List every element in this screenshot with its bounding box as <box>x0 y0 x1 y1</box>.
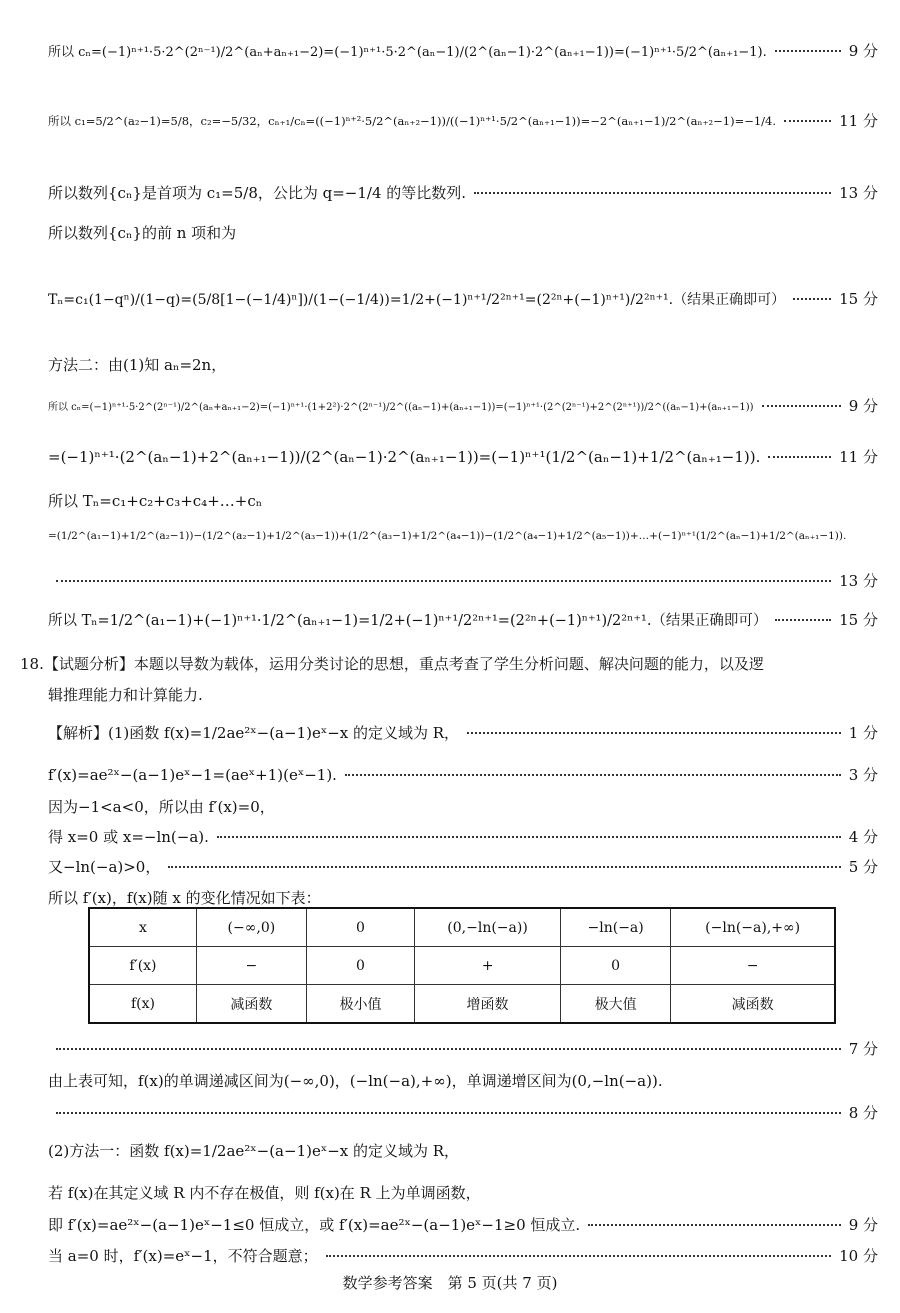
table-cell: − <box>196 947 306 985</box>
score-label: 15 分 <box>839 290 878 308</box>
table-cell: f′(x) <box>89 947 196 985</box>
line-text: 【解析】(1)函数 f(x)=1/2ae²ˣ−(a−1)eˣ−x 的定义域为 R， <box>48 724 460 742</box>
answer-line <box>48 796 878 817</box>
leader-dots <box>168 866 840 868</box>
answer-line <box>48 570 878 591</box>
score-label: 11 分 <box>839 448 878 466</box>
line-text: 方法二：由(1)知 aₙ=2n， <box>48 356 227 374</box>
line-text: 由上表可知，f(x)的单调递减区间为(−∞,0)，(−ln(−a),+∞)，单调递增区间为(0,−ln(−a)). <box>48 1072 663 1090</box>
table-cell: 极小值 <box>306 985 414 1024</box>
answer-line <box>48 110 878 131</box>
table-row <box>89 985 835 1024</box>
leader-dots <box>775 50 841 52</box>
table-cell: f(x) <box>89 985 196 1024</box>
line-text: 所以 f′(x)，f(x)随 x 的变化情况如下表： <box>48 889 321 907</box>
line-text: 又−ln(−a)>0， <box>48 858 161 876</box>
table-cell: 极大值 <box>560 985 670 1024</box>
score-label: 1 分 <box>848 724 878 742</box>
table-cell: 减函数 <box>671 985 835 1024</box>
leader-dots <box>56 580 831 582</box>
answer-line <box>48 395 878 416</box>
table-cell: 减函数 <box>196 985 306 1024</box>
answer-line <box>48 530 878 542</box>
table-cell: − <box>671 947 835 985</box>
score-label: 13 分 <box>839 184 878 202</box>
table-cell: + <box>415 947 561 985</box>
answer-line <box>48 446 878 467</box>
table-cell: 增函数 <box>415 985 561 1024</box>
line-text: 当 a=0 时，f′(x)=eˣ−1，不符合题意； <box>48 1247 318 1265</box>
leader-dots <box>217 836 841 838</box>
table-cell: 0 <box>560 947 670 985</box>
line-text: 即 f′(x)=ae²ˣ−(a−1)eˣ−1≤0 恒成立，或 f′(x)=ae²ˣ−(a−1)eˣ−1≥0 恒成立. <box>48 1216 581 1234</box>
answer-line <box>48 182 878 203</box>
table-cell: (0,−ln(−a)) <box>415 908 561 947</box>
answer-line <box>48 609 878 630</box>
leader-dots <box>56 1112 841 1114</box>
score-label: 15 分 <box>839 611 878 629</box>
leader-dots <box>793 298 831 300</box>
answer-line <box>48 1070 878 1091</box>
score-label: 9 分 <box>848 42 878 60</box>
answer-line <box>48 826 878 847</box>
answer-line <box>48 222 878 243</box>
leader-dots <box>467 732 841 734</box>
table-row <box>89 908 835 947</box>
answer-line <box>48 684 878 705</box>
answer-line <box>48 354 878 375</box>
answer-line <box>48 1140 878 1161</box>
line-text: 所以 cₙ=(−1)ⁿ⁺¹·5·2^(2ⁿ⁻¹)/2^(aₙ+aₙ₊₁−2)=(−1)ⁿ⁺¹·(1+2²)·2^(2ⁿ⁻¹)/2^((aₙ−1)+(aₙ₊₁−1))=(−1)ⁿ⁺¹·(2^(2ⁿ⁻¹)+2^(2ⁿ⁺¹))/2^((aₙ−1)+(aₙ₊₁−1)) <box>48 402 754 413</box>
leader-dots <box>775 619 831 621</box>
score-label: 8 分 <box>848 1104 878 1122</box>
table-row <box>89 947 835 985</box>
line-text: f′(x)=ae²ˣ−(a−1)eˣ−1=(aeˣ+1)(eˣ−1). <box>48 765 337 784</box>
line-text: 所以 Tₙ=c₁+c₂+c₃+c₄+…+cₙ <box>48 492 263 510</box>
answer-line <box>48 1245 878 1266</box>
answer-line <box>48 1038 878 1059</box>
score-label: 3 分 <box>848 766 878 784</box>
answer-line <box>48 288 878 309</box>
line-text: 所以 cₙ=(−1)ⁿ⁺¹·5·2^(2ⁿ⁻¹)/2^(aₙ+aₙ₊₁−2)=(−1)ⁿ⁺¹·5·2^(aₙ−1)/(2^(aₙ−1)·2^(aₙ₊₁−1))=(−1)ⁿ⁺¹·5/2^(aₙ₊₁−1). <box>48 45 767 60</box>
score-label: 11 分 <box>839 112 878 130</box>
leader-dots <box>345 774 841 776</box>
table-cell: 0 <box>306 947 414 985</box>
leader-dots <box>474 192 831 194</box>
table-cell: −ln(−a) <box>560 908 670 947</box>
table-cell: 0 <box>306 908 414 947</box>
line-text: 得 x=0 或 x=−ln(−a). <box>48 828 209 846</box>
line-text: Tₙ=c₁(1−qⁿ)/(1−q)=(5/8[1−(−1/4)ⁿ])/(1−(−1/4))=1/2+(−1)ⁿ⁺¹/2²ⁿ⁺¹=(2²ⁿ+(−1)ⁿ⁺¹)/2²ⁿ⁺¹.（结果正确即可） <box>48 291 786 308</box>
variation-table <box>88 907 836 1024</box>
answer-line <box>48 1102 878 1123</box>
table-cell: (−∞,0) <box>196 908 306 947</box>
line-text: 辑推理能力和计算能力. <box>48 686 203 704</box>
score-label: 5 分 <box>848 858 878 876</box>
table-cell: (−ln(−a),+∞) <box>671 908 835 947</box>
leader-dots <box>588 1224 841 1226</box>
line-text: 因为−1<a<0，所以由 f′(x)=0， <box>48 798 275 816</box>
leader-dots <box>768 456 831 458</box>
leader-dots <box>784 120 831 122</box>
leader-dots <box>56 1048 841 1050</box>
score-label: 13 分 <box>839 572 878 590</box>
line-text: 若 f(x)在其定义域 R 内不存在极值，则 f(x)在 R 上为单调函数， <box>48 1184 481 1202</box>
answer-line <box>48 40 878 61</box>
score-label: 4 分 <box>848 828 878 846</box>
answer-line <box>48 856 878 877</box>
score-label: 9 分 <box>848 397 878 415</box>
line-text: (2)方法一：函数 f(x)=1/2ae²ˣ−(a−1)eˣ−x 的定义域为 R， <box>48 1142 460 1160</box>
line-text: 所以 c₁=5/2^(a₂−1)=5/8，c₂=−5/32，cₙ₊₁/cₙ=((−1)ⁿ⁺²·5/2^(aₙ₊₂−1))/((−1)ⁿ⁺¹·5/2^(aₙ₊₁−1))=−2^(aₙ₊₁−1)/2^(aₙ₊₂−1)=−1/4. <box>48 113 777 128</box>
line-text: 所以数列{cₙ}的前 n 项和为 <box>48 224 237 242</box>
score-label: 9 分 <box>848 1216 878 1234</box>
answer-line <box>48 1214 878 1235</box>
page-footer: 数学参考答案 第 5 页(共 7 页) <box>342 1274 558 1292</box>
answer-line <box>48 764 878 785</box>
answer-line <box>20 653 878 674</box>
line-text: 所以 Tₙ=1/2^(a₁−1)+(−1)ⁿ⁺¹·1/2^(aₙ₊₁−1)=1/2+(−1)ⁿ⁺¹/2²ⁿ⁺¹=(2²ⁿ+(−1)ⁿ⁺¹)/2²ⁿ⁺¹.（结果正确即可） <box>48 613 768 629</box>
line-text: 18.【试题分析】本题以导数为载体，运用分类讨论的思想，重点考查了学生分析问题、解决问题的能力，以及逻 <box>20 655 764 673</box>
score-label: 10 分 <box>839 1247 878 1265</box>
answer-line <box>48 1182 878 1203</box>
line-text: 所以数列{cₙ}是首项为 c₁=5/8，公比为 q=−1/4 的等比数列. <box>48 184 467 202</box>
answer-line <box>48 490 878 511</box>
answer-line <box>48 887 878 908</box>
line-text: =(−1)ⁿ⁺¹·(2^(aₙ−1)+2^(aₙ₊₁−1))/(2^(aₙ−1)·2^(aₙ₊₁−1))=(−1)ⁿ⁺¹(1/2^(aₙ−1)+1/2^(aₙ₊₁−1)). <box>48 447 761 466</box>
table-cell: x <box>89 908 196 947</box>
line-text: =(1/2^(a₁−1)+1/2^(a₂−1))−(1/2^(a₂−1)+1/2^(a₃−1))+(1/2^(a₃−1)+1/2^(a₄−1))−(1/2^(a₄−1)+1/2^(a₅−1))+…+(−1)ⁿ⁺¹(1/2^(aₙ−1)+1/2^(aₙ₊₁−1)). <box>48 530 847 542</box>
answer-line <box>48 722 878 743</box>
score-label: 7 分 <box>848 1040 878 1058</box>
leader-dots <box>762 405 841 407</box>
leader-dots <box>326 1255 832 1257</box>
